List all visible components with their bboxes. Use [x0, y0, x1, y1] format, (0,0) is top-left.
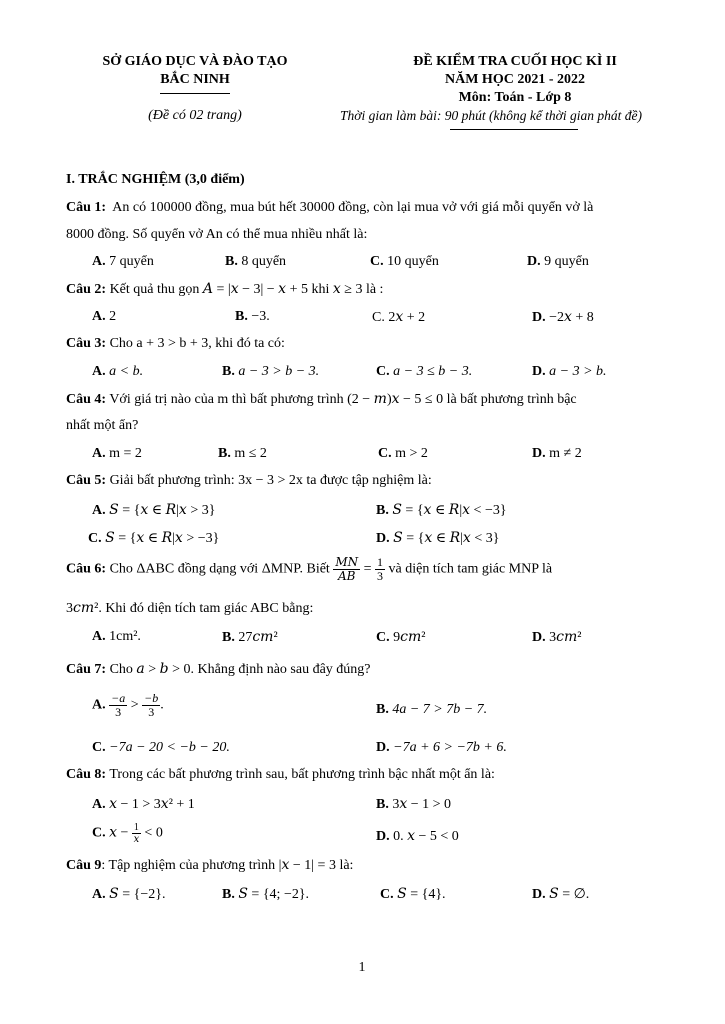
province-name: BẮC NINH	[160, 72, 230, 87]
option-c: C. −7a − 20 < −b − 20.	[92, 740, 230, 755]
question-9	[66, 857, 353, 874]
question-label: Câu 5:	[66, 473, 107, 488]
option-c: C. a − 3 ≤ b − 3.	[376, 364, 473, 379]
option-a: A. m = 2	[92, 446, 142, 461]
question-4-cont: nhất một ẩn?	[66, 418, 139, 433]
school-year: NĂM HỌC 2021 - 2022	[445, 72, 585, 87]
question-text: : Tập nghiệm của phương trình |𝑥 − 1| = 3 là:	[101, 858, 354, 873]
option-c: C. 9𝑐𝑚²	[376, 630, 426, 645]
question-label: Câu 2:	[66, 282, 107, 297]
option-a: A. 𝑆 = {𝑥 ∈ 𝑅|𝑥 > 3}	[92, 503, 216, 518]
question-5	[66, 473, 432, 489]
page-number: 1	[358, 960, 366, 975]
option-c: C. 𝑥 − $\frac{1}{\text{𝑥}}$ < 0	[92, 822, 163, 845]
question-7	[66, 661, 371, 678]
question-label: Câu 4:	[66, 392, 107, 407]
question-6: Câu 6: Cho ΔABC đồng dạng với ΔMNP. Biết $\frac{\text{𝑀𝑁}}{\text{𝐴𝐵}}$ = $\frac{1}{3}$ và diện tích tam giác MNP là	[66, 555, 553, 583]
option-d: D. 9 quyển	[527, 254, 589, 269]
option-b: B. 27𝑐𝑚²	[222, 630, 278, 645]
option-d: D. −2𝑥 + 8	[532, 310, 594, 325]
option-b: B. 8 quyển	[225, 254, 287, 269]
question-label: Câu 1:	[66, 200, 107, 215]
question-1-cont: 8000 đồng. Số quyển vở An có thể mua nhiều nhất là:	[66, 227, 368, 242]
option-b: B. m ≤ 2	[218, 446, 267, 461]
option-b: B. 𝑆 = {4; −2}.	[222, 887, 310, 902]
question-text: Cho 𝑎 > 𝑏 > 0. Khẳng định nào sau đây đúng?	[109, 662, 371, 677]
option-a: A. 𝑥 − 1 > 3𝑥² + 1	[92, 797, 195, 812]
question-text: Giải bất phương trình: 3x − 3 > 2x ta được tập nghiệm là:	[109, 473, 432, 488]
department-name: SỞ GIÁO DỤC VÀ ĐÀO TẠO	[102, 54, 288, 69]
option-c: C. 2𝑥 + 2	[372, 310, 426, 325]
option-b: B. 4a − 7 > 7b − 7.	[376, 702, 488, 717]
option-d: D. −7a + 6 > −7b + 6.	[376, 740, 507, 755]
page-count-note: (Đề có 02 trang)	[148, 108, 242, 123]
option-c: C. m > 2	[378, 446, 428, 461]
option-b: B. 3𝑥 − 1 > 0	[376, 797, 452, 812]
option-a: A. 2	[92, 309, 117, 324]
question-label: Câu 7:	[66, 662, 107, 677]
question-label: Câu 9	[66, 858, 102, 873]
time-note: Thời gian làm bài: 90 phút (không kể thời gian phát đề)	[340, 108, 643, 123]
option-b: B. −3.	[235, 309, 270, 324]
option-a: A. 𝑆 = {−2}.	[92, 887, 166, 902]
question-3	[66, 336, 285, 352]
option-a: A. 7 quyển	[92, 254, 154, 269]
option-c: C. 10 quyển	[370, 254, 439, 269]
option-a: A. a < b.	[92, 364, 144, 379]
option-c: C. 𝑆 = {4}.	[380, 887, 446, 902]
option-b: B. a − 3 > b − 3.	[222, 364, 320, 379]
question-6-cont: 3𝑐𝑚². Khi đó diện tích tam giác ABC bằng:	[66, 601, 314, 616]
fraction-mn-ab: $\frac{\text{𝑀𝑁}}{\text{𝐴𝐵}}$	[335, 555, 359, 583]
question-4	[66, 391, 577, 408]
question-label: Câu 6:	[66, 561, 107, 577]
option-d: D. 𝑆 = {𝑥 ∈ 𝑅|𝑥 < 3}	[376, 531, 500, 546]
question-text: Cho ΔABC đồng dạng với ΔMNP. Biết	[109, 561, 330, 577]
option-d: D. m ≠ 2	[532, 446, 582, 461]
option-d: D. a − 3 > b.	[532, 364, 607, 379]
header-right-rule	[450, 129, 578, 130]
question-text: Kết quả thu gọn 𝐴 = |𝑥 − 3| − 𝑥 + 5 khi 𝑥 ≥ 3 là :	[109, 282, 384, 297]
option-d: D. 0. 𝑥 − 5 < 0	[376, 829, 459, 844]
option-d: D. 3𝑐𝑚²	[532, 630, 582, 645]
question-text: An có 100000 đồng, mua bút hết 30000 đồng, còn lại mua vở với giá mỗi quyển vở là	[112, 200, 594, 215]
question-label: Câu 8:	[66, 767, 107, 782]
question-text: Với giá trị nào của m thì bất phương trình (2 − 𝑚)𝑥 − 5 ≤ 0 là bất phương trình bậc	[109, 392, 577, 407]
subject: Môn: Toán - Lớp 8	[458, 90, 572, 105]
exam-title: ĐỀ KIỂM TRA CUỐI HỌC KÌ II	[413, 54, 617, 69]
question-1	[66, 200, 593, 216]
option-a: A. $\frac{-a}{3}$ > $\frac{-b}{3}$ .	[92, 691, 164, 719]
option-c: C. 𝑆 = {𝑥 ∈ 𝑅|𝑥 > −3}	[88, 531, 220, 546]
option-d: D. 𝑆 = ∅.	[532, 887, 590, 902]
question-text: Cho a + 3 > b + 3, khi đó ta có:	[109, 336, 285, 351]
header-left-rule	[160, 93, 230, 94]
question-8	[66, 767, 495, 783]
fraction-one-third: $\frac{1}{3}$	[377, 555, 384, 583]
option-b: B. 𝑆 = {𝑥 ∈ 𝑅|𝑥 < −3}	[376, 503, 507, 518]
question-2	[66, 281, 383, 298]
section-title: I. TRẮC NGHIỆM (3,0 điểm)	[66, 172, 245, 187]
question-text: Trong các bất phương trình sau, bất phương trình bậc nhất một ẩn là:	[109, 767, 495, 782]
option-a: A. 1cm².	[92, 629, 141, 644]
question-label: Câu 3:	[66, 336, 107, 351]
